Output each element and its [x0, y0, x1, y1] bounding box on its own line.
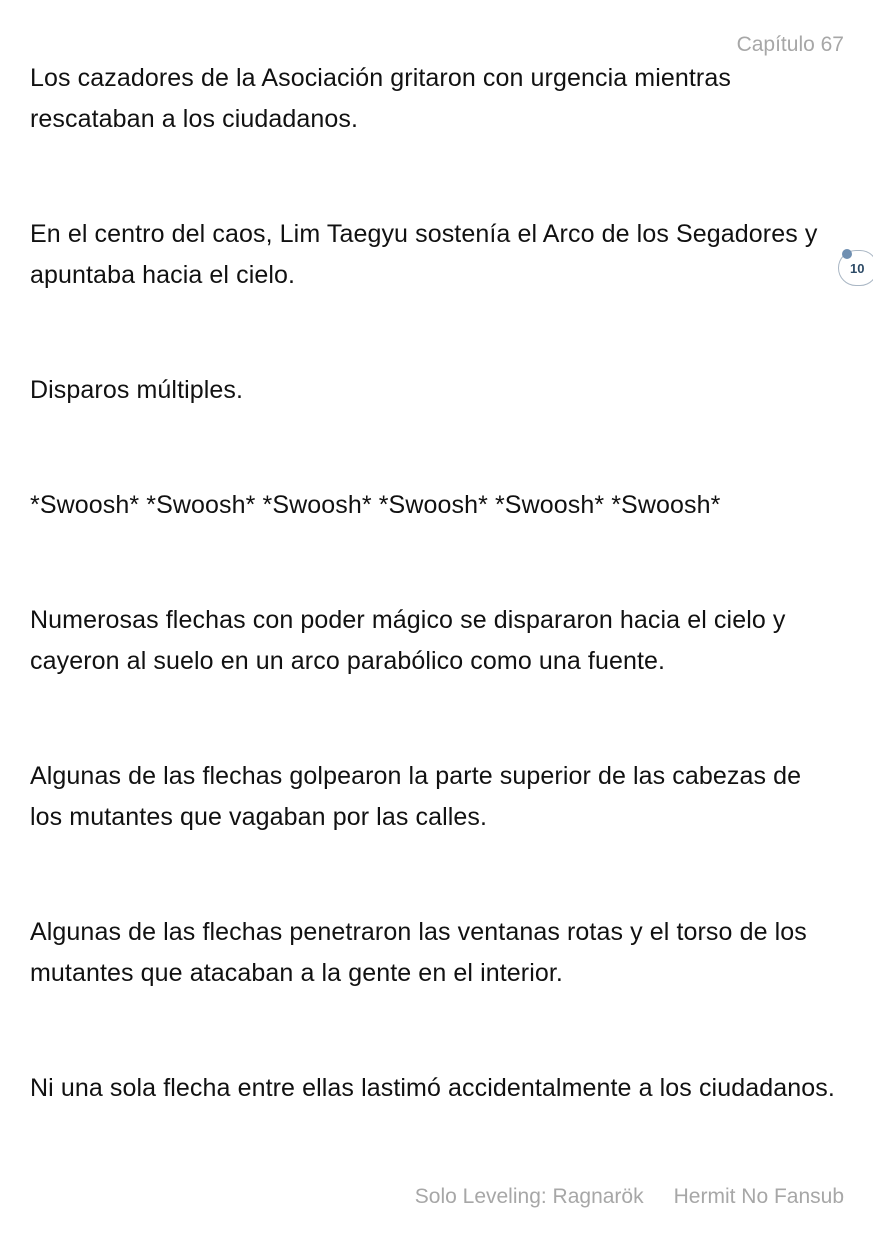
comment-count-badge[interactable]: 10 [838, 250, 873, 286]
chapter-label: Capítulo 67 [736, 33, 844, 56]
paragraph: Disparos múltiples. [30, 376, 244, 404]
book-title: Solo Leveling: Ragnarök [414, 1185, 644, 1208]
chapter-text [30, 58, 840, 1109]
footer [415, 1184, 844, 1210]
paragraph: Numerosas flechas con poder mágico se dispararon hacia el cielo y cayeron al suelo en un arco parabólico como una fuente. [30, 606, 786, 675]
paragraph: Algunas de las flechas penetraron las ventanas rotas y el torso de los mutantes que atacaban a la gente en el interior. [30, 918, 807, 987]
paragraph: Algunas de las flechas golpearon la parte superior de las cabezas de los mutantes que vagaban por las calles. [30, 762, 802, 831]
paragraph: *Swoosh* *Swoosh* *Swoosh* *Swoosh* *Swoosh* *Swoosh* [30, 491, 721, 519]
badge-indicator-dot [842, 249, 852, 259]
translator-credit: Hermit No Fansub [673, 1185, 844, 1208]
paragraph: Los cazadores de la Asociación gritaron con urgencia mientras rescataban a los ciudadanos. [30, 64, 731, 133]
paragraph: Ni una sola flecha entre ellas lastimó accidentalmente a los ciudadanos. [30, 1074, 835, 1102]
paragraph: En el centro del caos, Lim Taegyu sostenía el Arco de los Segadores y apuntaba hacia el cielo. [30, 220, 818, 289]
